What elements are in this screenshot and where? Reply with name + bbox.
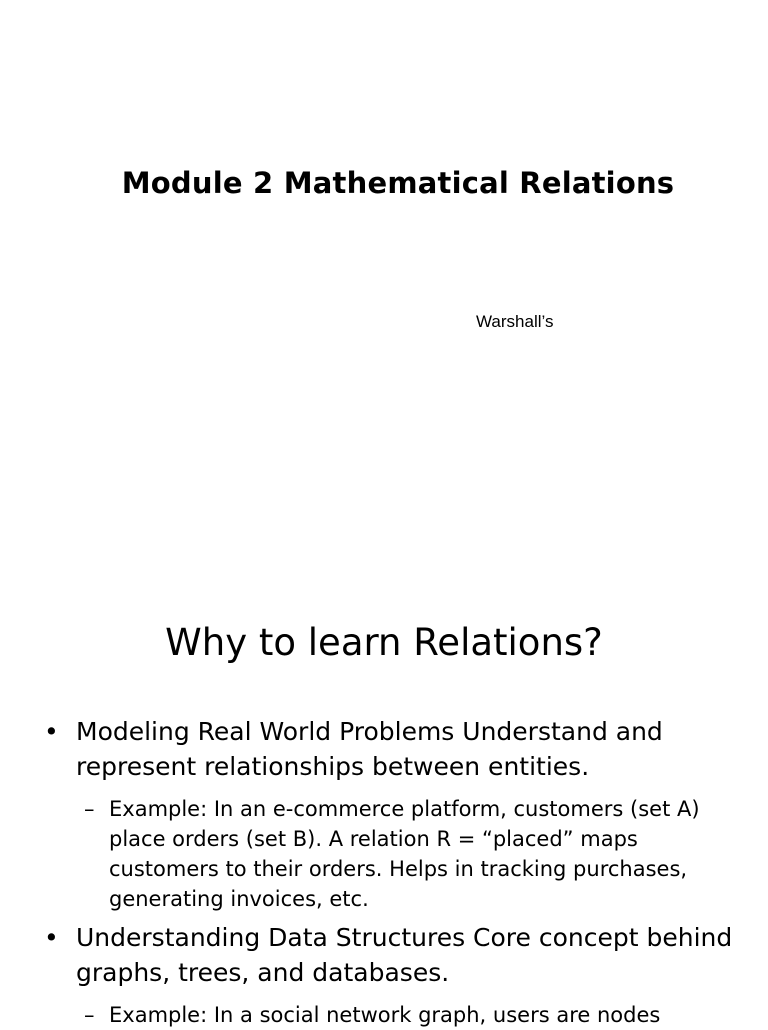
slide-2 [0, 576, 768, 1027]
bullet-item [0, 714, 768, 784]
sub-bullet-item [0, 794, 768, 914]
bullet-text: Understanding Data Structures Core concept behind graphs, trees, and databases. [76, 923, 733, 987]
sub-bullet-text: Example: In a social network graph, users are nodes [109, 1003, 661, 1027]
slide-subtitle: Warshall’s [476, 312, 554, 331]
bullet-marker: • [44, 717, 59, 746]
sub-bullet-item [0, 1000, 768, 1030]
bullet-list [0, 714, 768, 1030]
bullet-item [0, 920, 768, 990]
slide-title: Why to learn Relations? [165, 621, 603, 664]
sub-bullet-text: Example: In an e-commerce platform, customers (set A) place orders (set B). A relation R = “placed” maps customers to their orders. Helps in tracking purchases, generating invoices, etc. [109, 797, 700, 911]
sub-bullet-marker: – [84, 1003, 95, 1027]
bullet-text: Modeling Real World Problems Understand and represent relationships between entities. [76, 717, 663, 781]
bullet-marker: • [44, 923, 59, 952]
slide-title: Module 2 Mathematical Relations [121, 166, 675, 200]
sub-bullet-marker: – [84, 797, 95, 821]
